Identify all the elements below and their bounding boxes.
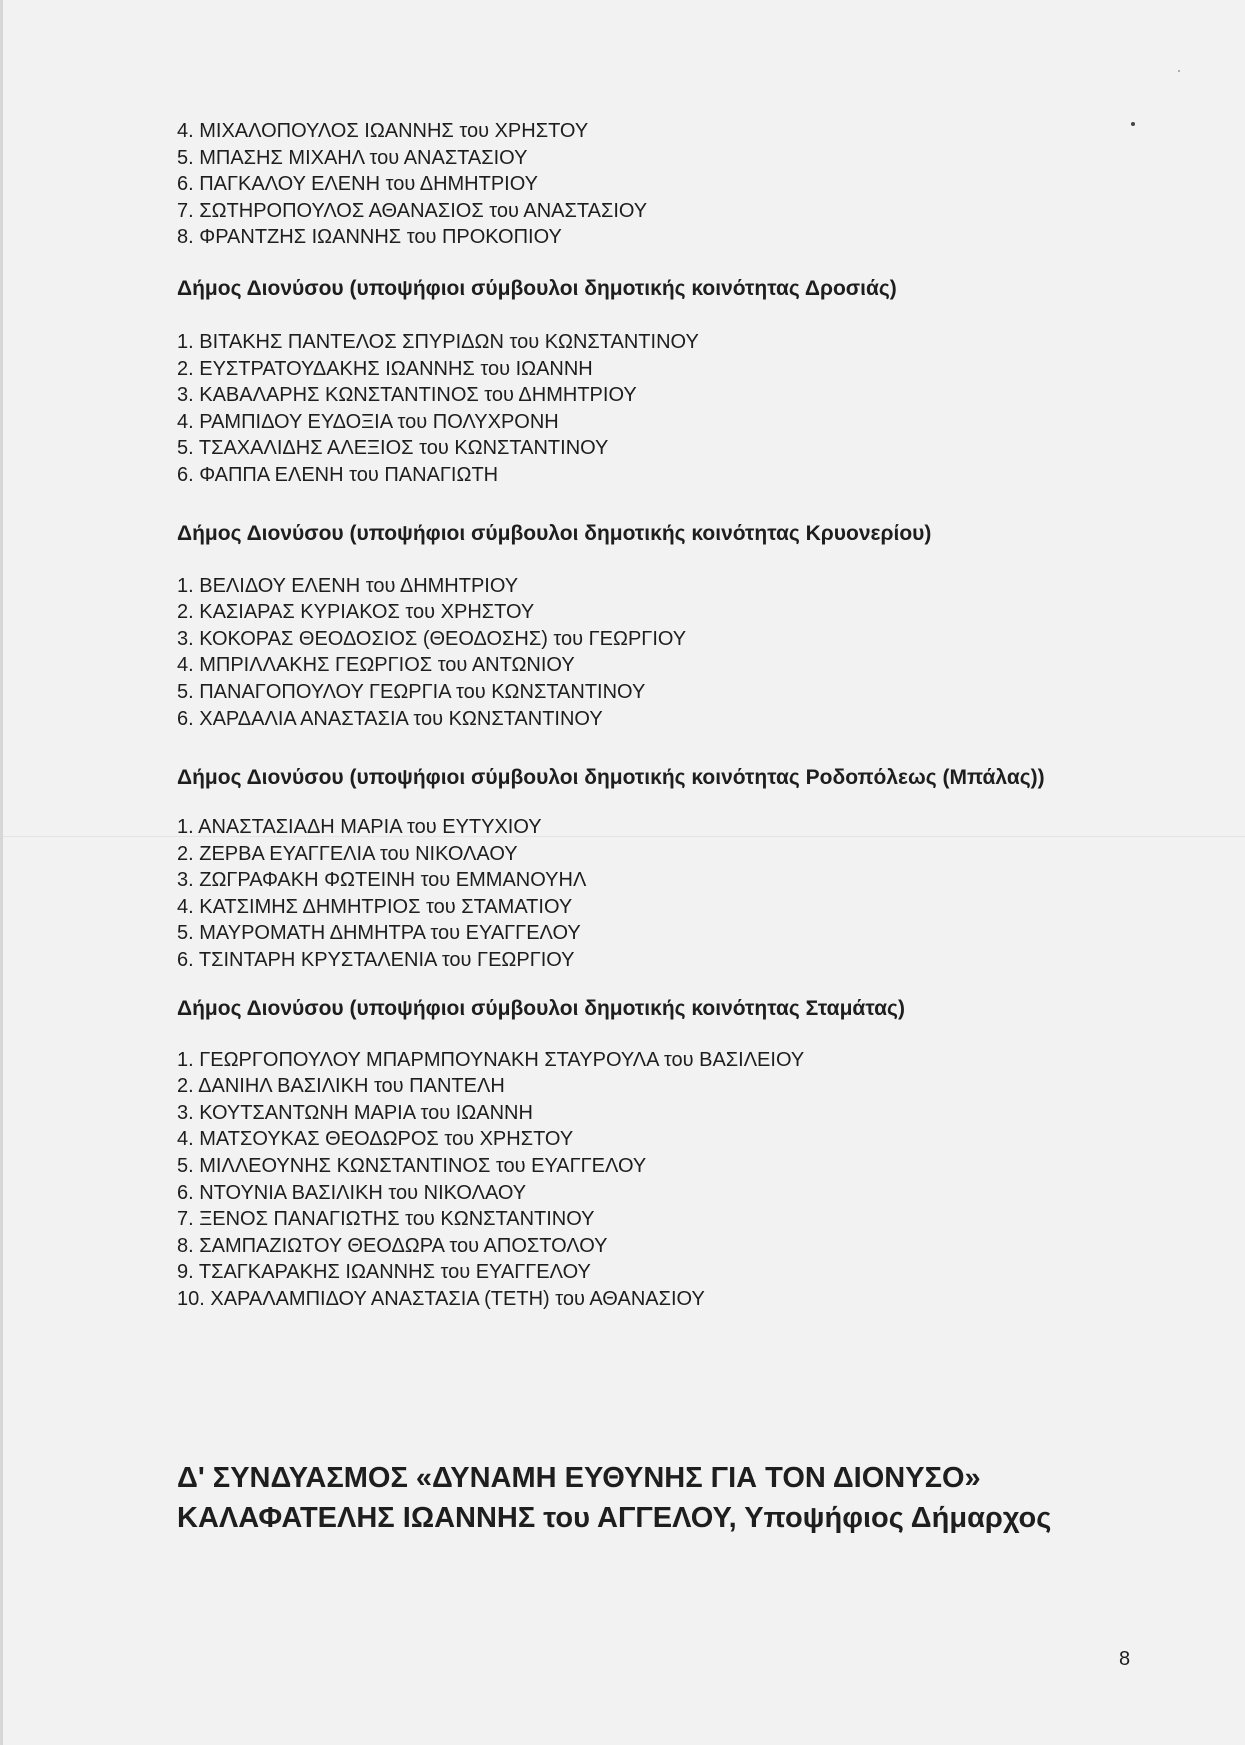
list-item: 2. ΖΕΡΒΑ ΕΥΑΓΓΕΛΙΑ του ΝΙΚΟΛΑΟΥ — [177, 842, 518, 865]
list-item: 5. ΜΠΑΣΗΣ ΜΙΧΑΗΛ του ΑΝΑΣΤΑΣΙΟΥ — [177, 146, 528, 169]
section-heading: Δήμος Διονύσου (υποψήφιοι σύμβουλοι δημοτικής κοινότητας Ροδοπόλεως (Μπάλας)) — [177, 766, 1045, 790]
list-item: 3. ΚΟΥΤΣΑΝΤΩΝΗ ΜΑΡΙΑ του ΙΩΑΝΝΗ — [177, 1101, 533, 1124]
section-heading: Δήμος Διονύσου (υποψήφιοι σύμβουλοι δημοτικής κοινότητας Σταμάτας) — [177, 996, 905, 1020]
list-item: 6. ΝΤΟΥΝΙΑ ΒΑΣΙΛΙΚΗ του ΝΙΚΟΛΑΟΥ — [177, 1181, 527, 1204]
list-item: 4. ΜΠΡΙΛΛΑΚΗΣ ΓΕΩΡΓΙΟΣ του ΑΝΤΩΝΙΟΥ — [177, 654, 575, 677]
list-item: 3. ΚΟΚΟΡΑΣ ΘΕΟΔΟΣΙΟΣ (ΘΕΟΔΟΣΗΣ) του ΓΕΩΡΓΙΟΥ — [177, 627, 687, 650]
list-item: 6. ΧΑΡΔΑΛΙΑ ΑΝΑΣΤΑΣΙΑ του ΚΩΝΣΤΑΝΤΙΝΟΥ — [177, 707, 603, 730]
section-stamata — [177, 996, 1197, 1313]
candidate-list — [177, 814, 1197, 974]
section-kryoneri — [177, 521, 1197, 733]
list-item: 10. ΧΑΡΑΛΑΜΠΙΔΟΥ ΑΝΑΣΤΑΣΙΑ (ΤΕΤΗ) του ΑΘΑΝΑΣΙΟΥ — [177, 1288, 705, 1310]
page-number: 8 — [1119, 1648, 1131, 1670]
combination-block — [177, 1458, 1217, 1538]
scan-speck — [1178, 70, 1180, 72]
list-item: 4. ΜΑΤΣΟΥΚΑΣ ΘΕΟΔΩΡΟΣ του ΧΡΗΣΤΟΥ — [177, 1128, 574, 1151]
list-item: 7. ΞΕΝΟΣ ΠΑΝΑΓΙΩΤΗΣ του ΚΩΝΣΤΑΝΤΙΝΟΥ — [177, 1208, 595, 1231]
section-heading: Δήμος Διονύσου (υποψήφιοι σύμβουλοι δημοτικής κοινότητας Δροσιάς) — [177, 276, 897, 300]
list-item: 4. ΜΙΧΑΛΟΠΟΥΛΟΣ ΙΩΑΝΝΗΣ του ΧΡΗΣΤΟΥ — [177, 120, 589, 142]
list-item: 4. ΚΑΤΣΙΜΗΣ ΔΗΜΗΤΡΙΟΣ του ΣΤΑΜΑΤΙΟΥ — [177, 895, 573, 918]
list-item: 1. ΑΝΑΣΤΑΣΙΑΔΗ ΜΑΡΙΑ του ΕΥΤΥΧΙΟΥ — [177, 816, 542, 839]
mayor-candidate: ΚΑΛΑΦΑΤΕΛΗΣ ΙΩΑΝΝΗΣ του ΑΓΓΕΛΟΥ, Υποψήφιος Δήμαρχος — [177, 1502, 1052, 1534]
section-rodopolis — [177, 765, 1197, 974]
list-item: 5. ΜΑΥΡΟΜΑΤΗ ΔΗΜΗΤΡΑ του ΕΥΑΓΓΕΛΟΥ — [177, 922, 581, 945]
candidate-list — [177, 1047, 1197, 1313]
list-item: 4. ΡΑΜΠΙΔΟΥ ΕΥΔΟΞΙΑ του ΠΟΛΥΧΡΟΝΗ — [177, 410, 559, 433]
list-item: 1. ΒΕΛΙΔΟΥ ΕΛΕΝΗ του ΔΗΜΗΤΡΙΟΥ — [177, 574, 519, 597]
list-item: 1. ΓΕΩΡΓΟΠΟΥΛΟΥ ΜΠΑΡΜΠΟΥΝΑΚΗ ΣΤΑΥΡΟΥΛΑ του ΒΑΣΙΛΕΙΟΥ — [177, 1048, 805, 1071]
candidate-list — [177, 573, 1197, 733]
list-item: 1. ΒΙΤΑΚΗΣ ΠΑΝΤΕΛΟΣ ΣΠΥΡΙΔΩΝ του ΚΩΝΣΤΑΝΤΙΝΟΥ — [177, 330, 699, 353]
list-item: 6. ΠΑΓΚΑΛΟΥ ΕΛΕΝΗ του ΔΗΜΗΤΡΙΟΥ — [177, 173, 538, 196]
section-drosia — [177, 276, 1197, 489]
list-item: 8. ΦΡΑΝΤΖΗΣ ΙΩΑΝΝΗΣ του ΠΡΟΚΟΠΙΟΥ — [177, 226, 562, 249]
intro-list — [177, 118, 1197, 251]
list-item: 3. ΖΩΓΡΑΦΑΚΗ ΦΩΤΕΙΝΗ του ΕΜΜΑΝΟΥΗΛ — [177, 869, 587, 892]
document-body — [177, 118, 1197, 1313]
list-item: 6. ΦΑΠΠΑ ΕΛΕΝΗ του ΠΑΝΑΓΙΩΤΗ — [177, 463, 499, 486]
list-item: 2. ΚΑΣΙΑΡΑΣ ΚΥΡΙΑΚΟΣ του ΧΡΗΣΤΟΥ — [177, 601, 535, 624]
list-item: 5. ΠΑΝΑΓΟΠΟΥΛΟΥ ΓΕΩΡΓΙΑ του ΚΩΝΣΤΑΝΤΙΝΟΥ — [177, 680, 646, 703]
list-item: 9. ΤΣΑΓΚΑΡΑΚΗΣ ΙΩΑΝΝΗΣ του ΕΥΑΓΓΕΛΟΥ — [177, 1261, 591, 1284]
list-item: 3. ΚΑΒΑΛΑΡΗΣ ΚΩΝΣΤΑΝΤΙΝΟΣ του ΔΗΜΗΤΡΙΟΥ — [177, 384, 637, 407]
list-item: 6. ΤΣΙΝΤΑΡΗ ΚΡΥΣΤΑΛΕΝΙΑ του ΓΕΩΡΓΙΟΥ — [177, 949, 575, 972]
list-item: 2. ΕΥΣΤΡΑΤΟΥΔΑΚΗΣ ΙΩΑΝΝΗΣ του ΙΩΑΝΝΗ — [177, 357, 593, 380]
combination-title: Δ' ΣΥΝΔΥΑΣΜΟΣ «ΔΥΝΑΜΗ ΕΥΘΥΝΗΣ ΓΙΑ ΤΟΝ ΔΙΟΝΥΣΟ» — [177, 1462, 981, 1494]
list-item: 5. ΜΙΛΛΕΟΥΝΗΣ ΚΩΝΣΤΑΝΤΙΝΟΣ του ΕΥΑΓΓΕΛΟΥ — [177, 1155, 647, 1178]
candidate-list — [177, 329, 1197, 489]
list-item: 5. ΤΣΑΧΑΛΙΔΗΣ ΑΛΕΞΙΟΣ του ΚΩΝΣΤΑΝΤΙΝΟΥ — [177, 437, 609, 460]
list-item: 7. ΣΩΤΗΡΟΠΟΥΛΟΣ ΑΘΑΝΑΣΙΟΣ του ΑΝΑΣΤΑΣΙΟΥ — [177, 199, 648, 222]
list-item: 2. ΔΑΝΙΗΛ ΒΑΣΙΛΙΚΗ του ΠΑΝΤΕΛΗ — [177, 1075, 505, 1098]
section-heading: Δήμος Διονύσου (υποψήφιοι σύμβουλοι δημοτικής κοινότητας Κρυονερίου) — [177, 521, 932, 545]
list-item: 8. ΣΑΜΠΑΖΙΩΤΟΥ ΘΕΟΔΩΡΑ του ΑΠΟΣΤΟΛΟΥ — [177, 1234, 608, 1257]
